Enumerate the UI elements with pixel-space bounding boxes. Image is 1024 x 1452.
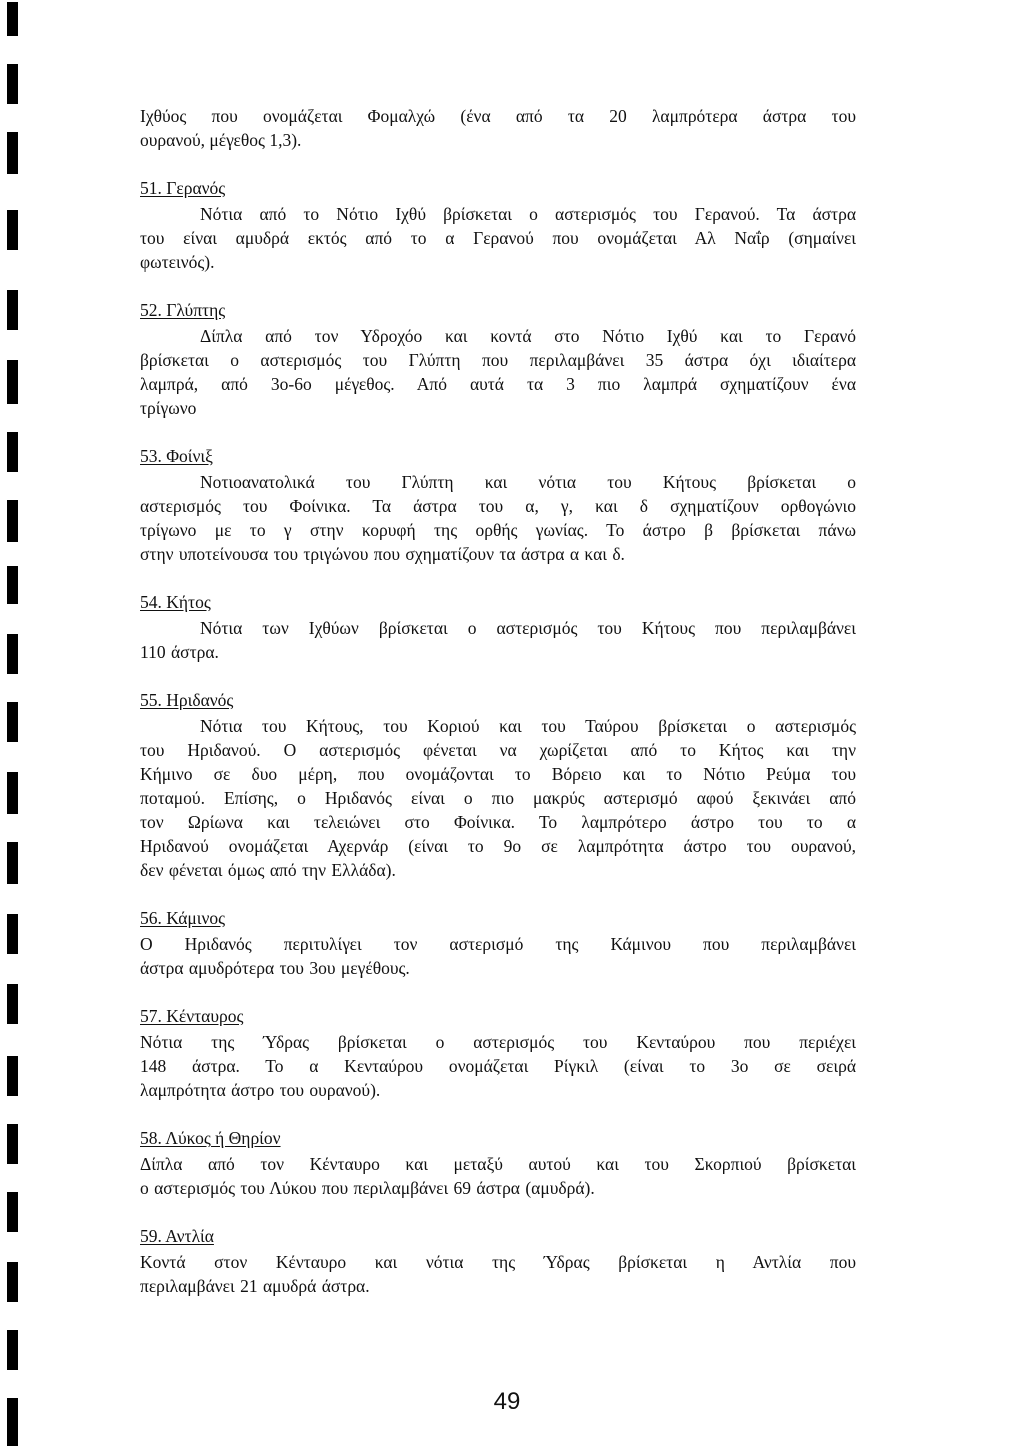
text-line: τρίγωνο με το γ στην κορυφή της ορθής γωνίας. Το άστρο β βρίσκεται πάνω bbox=[140, 520, 856, 540]
section-heading: 59. Αντλία bbox=[140, 1226, 214, 1246]
text-line: του είναι αμυδρά εκτός από το α Γερανού που ονομάζεται Αλ Ναΐρ (σημαίνει bbox=[140, 228, 856, 248]
section-55 bbox=[140, 688, 856, 882]
text-line: περιλαμβάνει 21 αμυδρά άστρα. bbox=[140, 1276, 370, 1296]
section-heading: 55. Ηριδανός bbox=[140, 690, 234, 710]
text-line: τρίγωνο bbox=[140, 398, 197, 418]
binding-mark bbox=[7, 210, 18, 250]
section-54 bbox=[140, 590, 856, 664]
text-line: δεν φένεται όμως από την Ελλάδα). bbox=[140, 860, 396, 880]
text-line: Κοντά στον Κένταυρο και νότια της Ύδρας βρίσκεται η Αντλία που bbox=[140, 1252, 856, 1272]
section-heading: 58. Λύκος ή Θηρίον bbox=[140, 1128, 281, 1148]
binding-mark bbox=[7, 1056, 18, 1096]
section-52 bbox=[140, 298, 856, 420]
section-heading: 54. Κήτος bbox=[140, 592, 211, 612]
section-heading: 51. Γερανός bbox=[140, 178, 226, 198]
text-line: λαμπρά, από 3ο-6ο μέγεθος. Από αυτά τα 3 πιο λαμπρά σχηματίζουν ένα bbox=[140, 374, 856, 394]
text-line: Ηριδανού ονομάζεται Αχερνάρ (είναι το 9ο σε λαμπρότητα άστρο του ουρανού, bbox=[140, 836, 856, 856]
text-line: Νότια των Ιχθύων βρίσκεται ο αστερισμός του Κήτους που περιλαμβάνει bbox=[200, 618, 856, 638]
binding-mark bbox=[7, 1124, 18, 1164]
binding-mark bbox=[7, 566, 18, 604]
binding-mark bbox=[7, 290, 18, 330]
binding-mark bbox=[7, 360, 18, 404]
text-line: βρίσκεται ο αστερισμός του Γλύπτη που περιλαμβάνει 35 άστρα όχι ιδιαίτερα bbox=[140, 350, 856, 370]
section-59 bbox=[140, 1224, 856, 1298]
section-heading: 57. Κένταυρος bbox=[140, 1006, 244, 1026]
binding-mark bbox=[7, 1398, 18, 1446]
section-heading: 56. Κάμινος bbox=[140, 908, 226, 928]
text-line: Νοτιοανατολικά του Γλύπτη και νότια του Κήτους βρίσκεται ο bbox=[200, 472, 856, 492]
page-number: 49 bbox=[493, 1388, 521, 1415]
text-line: Ο Ηριδανός περιτυλίγει τον αστερισμό της Κάμινου που περιλαμβάνει bbox=[140, 934, 856, 954]
text-line: Νότια από το Νότιο Ιχθύ βρίσκεται ο αστερισμός του Γερανού. Τα άστρα bbox=[200, 204, 856, 224]
scan-binding-marks bbox=[0, 0, 24, 1452]
binding-mark bbox=[7, 1192, 18, 1232]
text-line: άστρα αμυδρότερα του 3ου μεγέθους. bbox=[140, 958, 410, 978]
binding-mark bbox=[7, 984, 18, 1024]
binding-mark bbox=[7, 702, 18, 742]
binding-mark bbox=[7, 1330, 18, 1370]
binding-mark bbox=[7, 842, 18, 884]
text-line: ο αστερισμός του Λύκου που περιλαμβάνει 69 άστρα (αμυδρά). bbox=[140, 1178, 595, 1198]
text-line: 148 άστρα. Το α Κενταύρου ονομάζεται Ρίγκιλ (είναι το 3ο σε σειρά bbox=[140, 1056, 856, 1076]
text-line: αστερισμός του Φοίνικα. Τα άστρα του α, γ, και δ σχηματίζουν ορθογώνιο bbox=[140, 496, 856, 516]
text-line: φωτεινός). bbox=[140, 252, 215, 272]
binding-mark bbox=[7, 500, 18, 542]
text-line: Δίπλα από τον Υδροχόο και κοντά στο Νότιο Ιχθύ και το Γερανό bbox=[200, 326, 856, 346]
section-57 bbox=[140, 1004, 856, 1102]
binding-mark bbox=[7, 634, 18, 674]
section-51 bbox=[140, 176, 856, 274]
text-line: ουρανού, μέγεθος 1,3). bbox=[140, 130, 302, 150]
binding-mark bbox=[7, 772, 18, 814]
document-page bbox=[140, 104, 856, 1298]
text-line: ποταμού. Επίσης, ο Ηριδανός είναι ο πιο μακρύς αστερισμό αφού ξεκινάει από bbox=[140, 788, 856, 808]
section-53 bbox=[140, 444, 856, 566]
section-58 bbox=[140, 1126, 856, 1200]
binding-mark bbox=[7, 432, 18, 472]
binding-mark bbox=[7, 64, 18, 104]
text-line: τον Ωρίωνα και τελειώνει στο Φοίνικα. Το λαμπρότερο άστρο του το α bbox=[140, 812, 856, 832]
binding-mark bbox=[7, 132, 18, 174]
binding-mark bbox=[7, 914, 18, 954]
text-line: Δίπλα από τον Κένταυρο και μεταξύ αυτού και του Σκορπιού βρίσκεται bbox=[140, 1154, 856, 1174]
text-line: του Ηριδανού. Ο αστερισμός φένεται να χωρίζεται από το Κήτος και την bbox=[140, 740, 856, 760]
text-line: στην υποτείνουσα του τριγώνου που σχηματίζουν τα άστρα α και δ. bbox=[140, 544, 625, 564]
intro-paragraph bbox=[140, 104, 856, 152]
text-line: Ιχθύος που ονομάζεται Φομαλχώ (ένα από τα 20 λαμπρότερα άστρα του bbox=[140, 106, 856, 126]
section-56 bbox=[140, 906, 856, 980]
text-line: Νότια της Ύδρας βρίσκεται ο αστερισμός του Κενταύρου που περιέχει bbox=[140, 1032, 856, 1052]
section-heading: 53. Φοίνιξ bbox=[140, 446, 213, 466]
section-heading: 52. Γλύπτης bbox=[140, 300, 226, 320]
text-line: Κήμινο σε δυο μέρη, που ονομάζονται το Βόρειο και το Νότιο Ρεύμα του bbox=[140, 764, 856, 784]
binding-mark bbox=[7, 1262, 18, 1302]
binding-mark bbox=[7, 2, 18, 36]
text-line: λαμπρότητα άστρο του ουρανού). bbox=[140, 1080, 381, 1100]
text-line: Νότια του Κήτους, του Κοριού και του Ταύρου βρίσκεται ο αστερισμός bbox=[200, 716, 856, 736]
text-line: 110 άστρα. bbox=[140, 642, 219, 662]
